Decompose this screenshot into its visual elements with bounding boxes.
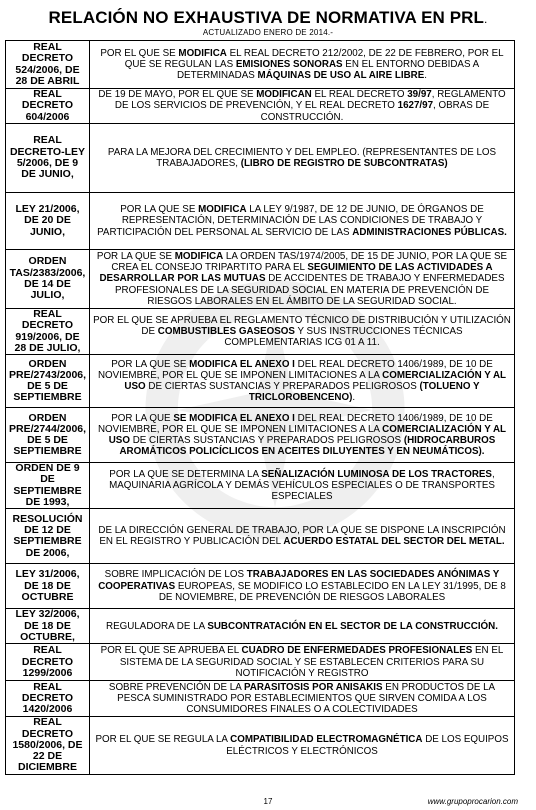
- description-emphasis: (HIDROCARBUROS AROMÁTICOS POLICÍCLICOS EN ACEITES DILUYENTES Y EN NEUMÁTICOS).: [119, 435, 496, 458]
- description-text: REGULADORA DE LA: [106, 620, 208, 632]
- description-text: POR LA QUE SE DETERMINA LA: [109, 468, 262, 480]
- norm-description: [90, 355, 515, 408]
- description-text: EN EL SISTEMA DE LA SEGURIDAD SOCIAL Y SE ESTABLECEN CRITERIOS PARA SU NOTIFICACIÓN Y REGISTRO: [119, 645, 504, 679]
- norm-reference: RESOLUCIÓN DE 12 DE SEPTIEMBRE DE 2006,: [6, 509, 90, 564]
- norm-reference: LEY 21/2006, DE 20 DE JUNIO,: [6, 193, 90, 250]
- description-emphasis: EMISIONES SONORAS: [235, 58, 343, 70]
- description-emphasis: 1627/97: [397, 100, 434, 112]
- description-emphasis: COMPATIBILIDAD ELECTROMAGNÉTICA: [230, 734, 423, 746]
- table-row: [6, 609, 515, 644]
- description-text: EN PRODUCTOS DE LA PESCA SUMINISTRADO POR ESTABLECIMIENTOS QUE SIRVEN COMIDA A LOS CONSUMIDORES FINALES O A COLECTIVIDADES: [117, 681, 496, 716]
- table-row: [6, 463, 515, 509]
- description-emphasis: SEÑALIZACIÓN LUMINOSA DE LOS TRACTORES: [261, 468, 492, 480]
- norm-reference: REAL DECRETO 1299/2006: [6, 644, 90, 681]
- title-text: RELACIÓN NO EXHAUSTIVA DE NORMATIVA EN PRL: [48, 8, 485, 27]
- description-text: POR LA QUE: [111, 412, 174, 424]
- description-text: POR EL QUE SE REGULA LA: [95, 734, 231, 746]
- page-title: [0, 8, 536, 28]
- table-row: [6, 193, 515, 250]
- description-text: EUROPEAS, SE MODIFICO LO ESTABLECIDO EN LA LEY 31/1995, DE 8 DE NOVIEMBRE, DE PREVENCIÓN DE RIESGOS LABORALES: [158, 580, 506, 604]
- description-emphasis: SUBCONTRATACIÓN EN EL SECTOR DE LA CONSTRUCCIÓN.: [207, 620, 498, 632]
- norm-reference: REAL DECRETO 524/2006, DE 28 DE ABRIL: [6, 41, 90, 89]
- table-row: [6, 355, 515, 408]
- description-emphasis: (TOLUENO Y TRICLOROBENCENO): [248, 381, 480, 404]
- description-text: LA LEY 9/1987, DE 12 DE JUNIO, DE ÓRGANOS DE REPRESENTACIÓN, DETERMINACIÓN DE LAS CONDICIONES DE TRABAJO Y PARTICIPACIÓN DEL PERSONAL AL SERVICIO DE LAS: [97, 204, 484, 238]
- description-emphasis: CUADRO DE ENFERMEDADES PROFESIONALES: [241, 645, 473, 657]
- table-row: [6, 564, 515, 609]
- description-text: DE ACCIDENTES DE TRABAJO Y ENFERMEDADES PROFESIONALES DE LA SEGURIDAD SOCIAL EN MATERIA DE PREVENCIÓN DE RIESGOS LABORALES EN EL ÁMBITO DE LA SEGURIDAD SOCIAL.: [114, 273, 505, 307]
- title-suffix: .: [484, 12, 488, 26]
- norm-reference: ORDEN PRE/2743/2006, DE 5 DE SEPTIEMBRE: [6, 355, 90, 408]
- norm-description: [90, 463, 515, 509]
- table-row: [6, 681, 515, 717]
- table-row: [6, 509, 515, 564]
- table-row: [6, 41, 515, 89]
- description-emphasis: MODIFICAN: [256, 89, 312, 101]
- description-emphasis: ACUERDO ESTATAL DEL SECTOR DEL METAL.: [283, 536, 505, 548]
- description-text: SOBRE PREVENCIÓN DE LA: [108, 681, 244, 693]
- description-emphasis: MÁQUINAS DE USO AL AIRE LIBRE: [257, 70, 425, 82]
- description-text: .: [424, 70, 428, 82]
- norm-description: [90, 509, 515, 564]
- description-text: POR EL QUE SE APRUEBA EL REGLAMENTO TÉCNICO DE DISTRIBUCIÓN Y UTILIZACIÓN DE: [93, 314, 511, 337]
- norm-reference: LEY 32/2006, DE 18 DE OCTUBRE,: [6, 609, 90, 644]
- norm-description: [90, 609, 515, 644]
- description-text: DE LA DIRECCIÓN GENERAL DE TRABAJO, POR LA QUE SE DISPONE LA INSCRIPCIÓN EN EL REGISTRO Y PUBLICACIÓN DEL: [98, 525, 506, 548]
- norm-description: [90, 250, 515, 309]
- table-row: [6, 644, 515, 681]
- norm-description: [90, 717, 515, 774]
- description-emphasis: PARASITOSIS POR ANISAKIS: [243, 681, 383, 693]
- table-row: [6, 89, 515, 124]
- description-text: EL REAL DECRETO: [311, 89, 408, 101]
- description-text: DEL REAL DECRETO 1406/1989, DE 10 DE NOVIEMBRE, POR EL QUE SE IMPONEN LIMITACIONES A LA: [97, 412, 493, 435]
- description-text: PARA LA MEJORA DEL CRECIMIENTO Y DEL EMPLEO. (REPRESENTANTES DE LOS TRABAJADORES,: [107, 146, 497, 169]
- norm-description: [90, 41, 515, 89]
- description-text: , MAQUINARIA AGRÍCOLA Y DEMÁS VEHÍCULOS ESPECIALES O DE TRANSPORTES ESPECIALES: [109, 468, 495, 503]
- description-text: DEL REAL DECRETO 1406/1989, DE 10 DE NOVIEMBRE, POR EL QUE SE IMPONEN LIMITACIONES A LA: [97, 358, 493, 381]
- description-emphasis: SEGUIMIENTO DE LAS ACTIVIDADES A DESARROLLAR POR LAS MUTUAS: [99, 262, 493, 285]
- norm-reference: REAL DECRETO 604/2006: [6, 89, 90, 124]
- normativa-table: [5, 40, 515, 775]
- description-text: , REGLAMENTO DE LOS SERVICIOS DE PREVENCIÓN, Y EL REAL DECRETO: [114, 89, 506, 112]
- description-emphasis: MODIFICA EL ANEXO I: [189, 358, 295, 370]
- page-number: 17: [263, 797, 273, 806]
- description-emphasis: (LIBRO DE REGISTRO DE SUBCONTRATAS): [240, 158, 448, 169]
- norm-description: [90, 124, 515, 193]
- description-text: SOBRE IMPLICACIÓN DE LOS: [104, 569, 247, 581]
- description-text: POR LA QUE SE: [120, 204, 199, 216]
- norm-description: [90, 193, 515, 250]
- description-text: POR LA QUE SE: [96, 250, 175, 262]
- table-row: [6, 408, 515, 463]
- description-emphasis: ADMINISTRACIONES PÚBLICAS.: [352, 226, 507, 238]
- table-row: [6, 309, 515, 355]
- norm-description: [90, 564, 515, 609]
- description-text: DE CIERTAS SUSTANCIAS Y PREPARADOS PELIGROSOS: [145, 381, 420, 393]
- description-text: .: [352, 392, 356, 404]
- norm-description: [90, 89, 515, 124]
- norm-description: [90, 408, 515, 463]
- description-emphasis: COMBUSTIBLES GASEOSOS: [157, 325, 295, 337]
- description-emphasis: COMERCIALIZACIÓN Y AL USO: [124, 369, 507, 393]
- description-text: POR EL QUE SE APRUEBA EL: [100, 645, 242, 657]
- norm-reference: ORDEN DE 9 DE SEPTIEMBRE DE 1993,: [6, 463, 90, 509]
- norm-reference: REAL DECRETO 1420/2006: [6, 681, 90, 717]
- table-row: [6, 124, 515, 193]
- description-text: POR LA QUE SE: [111, 358, 190, 370]
- description-text: , OBRAS DE CONSTRUCCIÓN.: [260, 100, 490, 123]
- norm-reference: REAL DECRETO 919/2006, DE 28 DE JULIO,: [6, 309, 90, 355]
- norm-reference: REAL DECRETO 1580/2006, DE 22 DE DICIEMBRE: [6, 717, 90, 774]
- norm-reference: REAL DECRETO-LEY 5/2006, DE 9 DE JUNIO,: [6, 124, 90, 193]
- description-text: EL REAL DECRETO 212/2002, DE 22 DE FEBRERO, POR EL QUE SE REGULAN LAS: [124, 47, 504, 70]
- description-text: DE CIERTAS SUSTANCIAS Y PREPARADOS PELIGROSOS: [129, 435, 404, 447]
- description-emphasis: 39/97: [407, 89, 432, 101]
- description-emphasis: TRABAJADORES EN LAS SOCIEDADES ANÓNIMAS Y COOPERATIVAS: [98, 569, 500, 592]
- footer-url[interactable]: www.grupoprocarion.com: [427, 797, 518, 806]
- norm-reference: ORDEN PRE/2744/2006, DE 5 DE SEPTIEMBRE: [6, 408, 90, 463]
- table-row: [6, 250, 515, 309]
- description-text: POR EL QUE SE: [100, 47, 179, 59]
- norm-description: [90, 309, 515, 355]
- table-row: [6, 717, 515, 774]
- description-emphasis: COMERCIALIZACIÓN Y AL USO: [108, 423, 507, 447]
- description-emphasis: SE MODIFICA EL ANEXO I: [173, 412, 295, 424]
- description-text: DE LOS EQUIPOS ELÉCTRICOS Y ELECTRÓNICOS: [226, 734, 509, 757]
- description-emphasis: MODIFICA: [178, 47, 227, 59]
- description-text: LA ORDEN TAS/1974/2005, DE 15 DE JUNIO, POR LA QUE SE CREA EL CONSEJO TRIPARTITO PARA EL: [111, 250, 508, 274]
- norm-description: [90, 681, 515, 717]
- norm-description: [90, 644, 515, 681]
- description-text: EN EL ENTORNO DEBIDAS A DETERMINADAS: [176, 58, 480, 82]
- description-text: Y SUS INSTRUCCIONES TÉCNICAS COMPLEMENTARIAS ICG 01 A 11.: [224, 325, 463, 349]
- normativa-table-body: [6, 41, 515, 775]
- description-emphasis: MODIFICA: [174, 250, 224, 262]
- page-subtitle: ACTUALIZADO ENERO DE 2014.-: [202, 28, 334, 37]
- norm-reference: LEY 31/2006, DE 18 DE OCTUBRE: [6, 564, 90, 609]
- description-text: DE 19 DE MAYO, POR EL QUE SE: [98, 89, 257, 101]
- norm-reference: ORDEN TAS/2383/2006, DE 14 DE JULIO,: [6, 250, 90, 309]
- description-emphasis: MODIFICA: [198, 204, 247, 216]
